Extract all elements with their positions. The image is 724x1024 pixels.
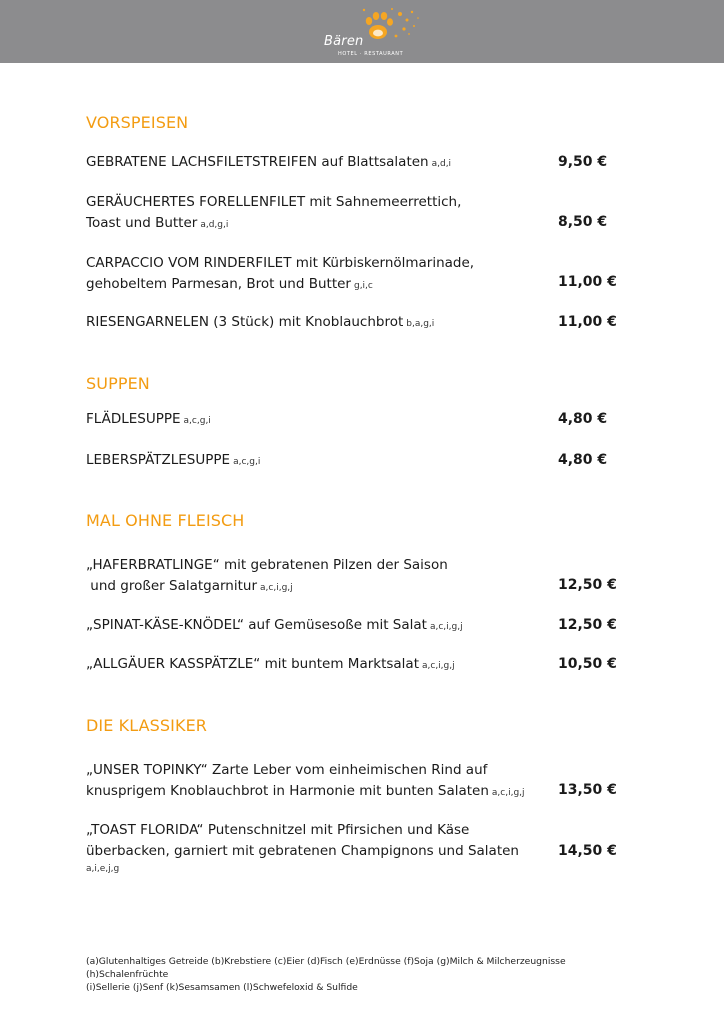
item-price: 14,50 € <box>558 843 617 859</box>
item-text: knusprigem Knoblauchbrot in Harmonie mit bunten Salaten <box>86 782 489 799</box>
allergen-legend-line: (a)Glutenhaltiges Getreide (b)Krebstiere (c)Eier (d)Fisch (e)Erdnüsse (f)Soja (g)Milch & Milcherzeugnisse (h)Schalenfrüchte <box>86 956 566 980</box>
section-title-die-klassiker: DIE KLASSIKER <box>86 716 208 735</box>
menu-item <box>86 192 546 235</box>
menu-item <box>86 450 546 473</box>
allergen-codes: a,c,i,g,j <box>422 661 455 671</box>
menu-item <box>86 615 546 638</box>
item-text: „UNSER TOPINKY“ Zarte Leber vom einheimischen Rind auf <box>86 762 488 778</box>
item-text: CARPACCIO VOM RINDERFILET mit Kürbiskernölmarinade, <box>86 255 475 271</box>
logo-subtitle: HOTEL · RESTAURANT <box>338 51 404 57</box>
allergen-codes: a,c,i,g,j <box>260 582 293 593</box>
allergen-codes: a,c,g,i <box>233 457 261 467</box>
section-title-vorspeisen: VORSPEISEN <box>86 113 189 132</box>
allergen-codes: a,c,i,g,j <box>491 787 525 798</box>
item-text: „SPINAT-KÄSE-KNÖDEL“ auf Gemüsesoße mit Salat <box>86 617 427 633</box>
item-price: 9,50 € <box>558 154 608 170</box>
item-price: 4,80 € <box>558 452 608 468</box>
menu-item <box>86 152 546 175</box>
item-text: „ALLGÄUER KASSPÄTZLE“ mit buntem Marktsalat <box>86 656 419 672</box>
menu-item <box>86 654 546 677</box>
allergen-codes: a,d,i <box>431 159 452 169</box>
menu-item <box>86 312 546 335</box>
item-text: GEBRATENE LACHSFILETSTREIFEN auf Blattsalaten <box>86 154 429 170</box>
allergen-legend-line: (i)Sellerie (j)Senf (k)Sesamsamen (l)Schwefeloxid & Sulfide <box>86 982 358 993</box>
item-text: überbacken, garniert mit gebratenen Champignons und Salaten <box>86 842 519 859</box>
item-price: 13,50 € <box>558 782 617 798</box>
allergen-codes: b,a,g,i <box>406 319 435 329</box>
menu-item <box>86 253 546 296</box>
allergen-codes: a,d,g,i <box>200 219 229 230</box>
item-text: Toast und Butter <box>86 214 198 231</box>
item-text: „HAFERBRATLINGE“ mit gebratenen Pilzen der Saison <box>86 557 448 573</box>
item-price: 12,50 € <box>558 617 617 633</box>
section-title-mal-ohne-fleisch: MAL OHNE FLEISCH <box>86 511 245 530</box>
header-bar <box>0 0 724 63</box>
allergen-codes: a,c,g,i <box>183 416 211 426</box>
hotel-logo <box>310 4 430 60</box>
item-price: 11,00 € <box>558 274 617 290</box>
item-text: und großer Salatgarnitur <box>86 577 258 594</box>
menu-item <box>86 555 546 598</box>
item-text: „TOAST FLORIDA“ Putenschnitzel mit Pfirsichen und Käse <box>86 822 470 838</box>
allergen-codes: a,c,i,g,j <box>429 622 463 632</box>
allergen-legend <box>86 955 646 994</box>
section-title-suppen: SUPPEN <box>86 374 150 393</box>
menu-item <box>86 760 546 803</box>
menu-item <box>86 409 546 432</box>
item-price: 4,80 € <box>558 411 608 427</box>
item-text: LEBERSPÄTZLESUPPE <box>86 452 231 468</box>
item-text: gehobeltem Parmesan, Brot und Butter <box>86 275 351 292</box>
allergen-codes: a,i,e,j,g <box>86 864 120 874</box>
allergen-codes: g,i,c <box>353 280 373 291</box>
menu-item <box>86 820 546 875</box>
item-price: 8,50 € <box>558 214 608 230</box>
item-text: FLÄDLESUPPE <box>86 411 181 427</box>
item-text: GERÄUCHERTES FORELLENFILET mit Sahnemeerrettich, <box>86 194 462 210</box>
item-price: 12,50 € <box>558 577 617 593</box>
logo-text: Bären <box>324 34 364 49</box>
item-price: 11,00 € <box>558 314 617 330</box>
item-price: 10,50 € <box>558 656 617 672</box>
item-text: RIESENGARNELEN (3 Stück) mit Knoblauchbrot <box>86 314 404 330</box>
